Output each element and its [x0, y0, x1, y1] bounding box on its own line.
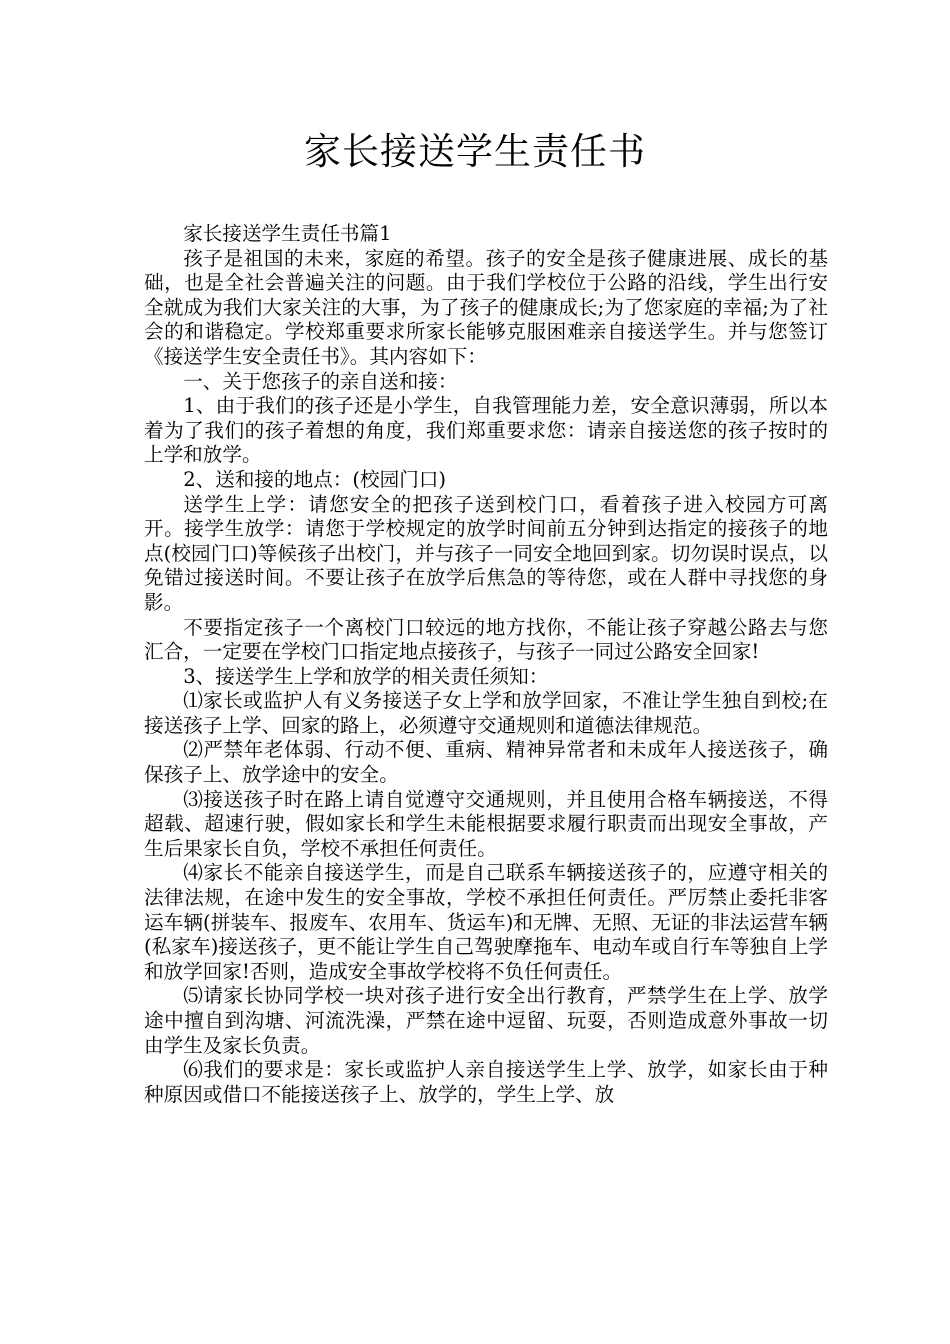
document-title: 家长接送学生责任书: [304, 130, 646, 173]
paragraph: ⑵严禁年老体弱、行动不便、重病、精神异常者和未成年人接送孩子，确保孩子上、放学途中的安全。: [144, 738, 828, 787]
paragraph: 3、接送学生上学和放学的相关责任须知：: [183, 664, 549, 688]
document-body: [144, 222, 828, 1107]
paragraph: 一、关于您孩子的亲自送和接：: [183, 369, 458, 393]
paragraph: 孩子是祖国的未来，家庭的希望。孩子的安全是孩子健康进展、成长的基础，也是全社会普遍关注的问题。由于我们学校位于公路的沿线，学生出行安全就成为我们大家关注的大事，为了孩子的健康成长;为了您家庭的幸福;为了社会的和谐稳定。学校郑重要求所家长能够克服困难亲自接送学生。并与您签订《接送学生安全责任书》。其内容如下：: [144, 246, 828, 368]
paragraph: 送学生上学：请您安全的把孩子送到校门口，看着孩子进入校园方可离开。接学生放学：请您于学校规定的放学时间前五分钟到达指定的接孩子的地点(校园门口)等候孩子出校门，并与孩子一同安全地回到家。切勿误时误点，以免错过接送时间。不要让孩子在放学后焦急的等待您，或在人群中寻找您的身影。: [144, 492, 828, 614]
paragraph: ⑹我们的要求是：家长或监护人亲自接送学生上学、放学，如家长由于种种原因或借口不能接送孩子上、放学的，学生上学、放: [144, 1058, 828, 1106]
paragraph: 不要指定孩子一个离校门口较远的地方找你，不能让孩子穿越公路去与您汇合，一定要在学校门口指定地点接孩子，与孩子一同过公路安全回家!: [144, 615, 828, 664]
paragraph: 家长接送学生责任书篇1: [183, 222, 392, 245]
paragraph: ⑶接送孩子时在路上请自觉遵守交通规则，并且使用合格车辆接送，不得超载、超速行驶，假如家长和学生未能根据要求履行职责而出现安全事故，产生后果家长自负，学校不承担任何责任。: [144, 787, 828, 860]
paragraph: ⑷家长不能亲自接送学生，而是自己联系车辆接送孩子的，应遵守相关的法律法规，在途中发生的安全事故，学校不承担任何责任。严厉禁止委托非客运车辆(拼装车、报废车、农用车、货运车)和无牌、无照、无证的非法运营车辆(私家车)接送孩子，更不能让学生自己驾驶摩拖车、电动车或自行车等独自上学和放学回家!否则，造成安全事故学校将不负任何责任。: [144, 861, 828, 983]
paragraph: 1、由于我们的孩子还是小学生，自我管理能力差，安全意识薄弱，所以本着为了我们的孩子着想的角度，我们郑重要求您：请亲自接送您的孩子按时的上学和放学。: [144, 394, 828, 467]
paragraph: 2、送和接的地点：(校园门口): [183, 467, 447, 491]
paragraph: ⑸请家长协同学校一块对孩子进行安全出行教育，严禁学生在上学、放学途中擅自到沟塘、河流洗澡，严禁在途中逗留、玩耍，否则造成意外事故一切由学生及家长负责。: [144, 984, 828, 1057]
paragraph: ⑴家长或监护人有义务接送子女上学和放学回家，不准让学生独自到校;在接送孩子上学、回家的路上，必须遵守交通规则和道德法律规范。: [144, 689, 828, 737]
